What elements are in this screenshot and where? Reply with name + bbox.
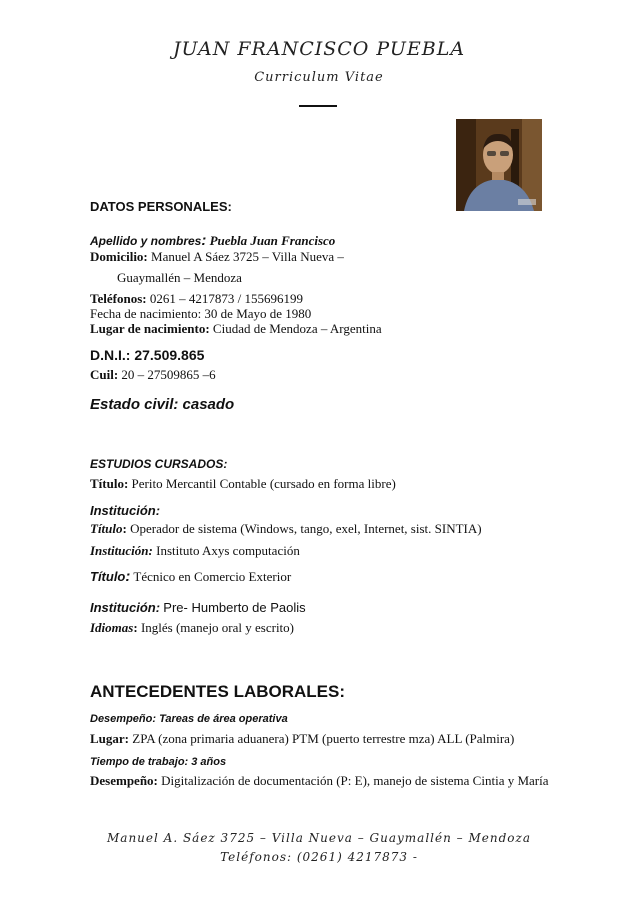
work-role2-row: [90, 773, 549, 789]
phones-label: Teléfonos:: [90, 291, 147, 306]
footer-phone: Teléfonos: (0261) 4217873 -: [220, 850, 418, 864]
languages-label: Idiomas: [90, 620, 134, 635]
study1-institution-label: Institución:: [90, 503, 161, 518]
study2-title-label: Título: [90, 521, 123, 536]
languages-row: [90, 620, 294, 636]
name-value: Puebla Juan Francisco: [209, 233, 336, 248]
address-value: Manuel A Sáez 3725 – Villa Nueva –: [151, 249, 344, 264]
work-place-label: Lugar:: [90, 731, 129, 746]
study3-institution-value: Pre- Humberto de Paolis: [163, 600, 306, 615]
work-role2-value: Digitalización de documentación (P: E), manejo de sistema Cintia y María: [161, 773, 549, 788]
dni: D.N.I.: 27.509.865: [90, 347, 205, 363]
footer-address: Manuel A. Sáez 3725 – Villa Nueva – Guaymallén – Mendoza: [107, 831, 531, 845]
civil-status: Estado civil: casado: [90, 396, 235, 413]
address-line2: Guaymallén – Mendoza: [117, 270, 242, 285]
study3-title-row: [90, 568, 291, 585]
work-section-title: ANTECEDENTES LABORALES:: [90, 682, 346, 701]
birth-place-label: Lugar de nacimiento:: [90, 321, 210, 336]
study3-title-value: Técnico en Comercio Exterior: [133, 569, 292, 584]
cv-subtitle: Curriculum Vitae: [254, 70, 384, 85]
study2-institution-value: Instituto Axys computación: [156, 543, 300, 558]
name-row: [90, 232, 335, 249]
studies-section-title: ESTUDIOS CURSADOS:: [90, 457, 228, 471]
study1-title-row: [90, 476, 396, 492]
study3-title-label: Título: [90, 569, 126, 584]
work-role2-label: Desempeño:: [90, 773, 158, 788]
title-divider: [299, 105, 337, 107]
personal-section-title: DATOS PERSONALES:: [90, 199, 232, 214]
work-place-row: [90, 731, 514, 747]
address-row: [90, 249, 344, 265]
work-place-value: ZPA (zona primaria aduanera) PTM (puerto terrestre mza) ALL (Palmira): [132, 731, 515, 746]
name-label: Apellido y nombres: [90, 234, 202, 248]
name-colon: :: [201, 232, 207, 249]
profile-photo-image: [456, 119, 542, 211]
birth-date: Fecha de nacimiento: 30 de Mayo de 1980: [90, 306, 312, 321]
study2-title-value: Operador de sistema (Windows, tango, exel, Internet, sist. SINTIA): [130, 521, 482, 536]
study2-title-row: [90, 521, 482, 537]
phones-row: [90, 291, 303, 307]
profile-photo: [456, 119, 542, 211]
study2-institution-label: Institución:: [90, 543, 153, 558]
cuil-label: Cuil:: [90, 367, 119, 382]
work-time: Tiempo de trabajo: 3 años: [90, 756, 227, 768]
cv-name-heading: JUAN FRANCISCO PUEBLA: [172, 38, 466, 60]
languages-colon: :: [133, 620, 138, 635]
birth-place-value: Ciudad de Mendoza – Argentina: [212, 321, 382, 336]
study2-title-colon: :: [122, 521, 127, 536]
cuil-row: [90, 367, 216, 383]
address-label: Domicilio:: [90, 249, 148, 264]
study3-title-colon: :: [125, 568, 131, 585]
languages-value: Inglés (manejo oral y escrito): [140, 620, 294, 635]
study1-title-value: Perito Mercantil Contable (cursado en forma libre): [131, 476, 396, 491]
birth-place-row: [90, 321, 382, 337]
study3-institution-row: [90, 600, 306, 616]
study3-institution-label: Institución:: [90, 600, 161, 615]
phones-value: 0261 – 4217873 / 155696199: [149, 291, 303, 306]
study1-title-label: Título:: [90, 476, 129, 491]
cuil-value: 20 – 27509865 –6: [121, 367, 216, 382]
study2-institution-row: [90, 543, 300, 559]
work-role1: Desempeño: Tareas de área operativa: [90, 713, 288, 725]
